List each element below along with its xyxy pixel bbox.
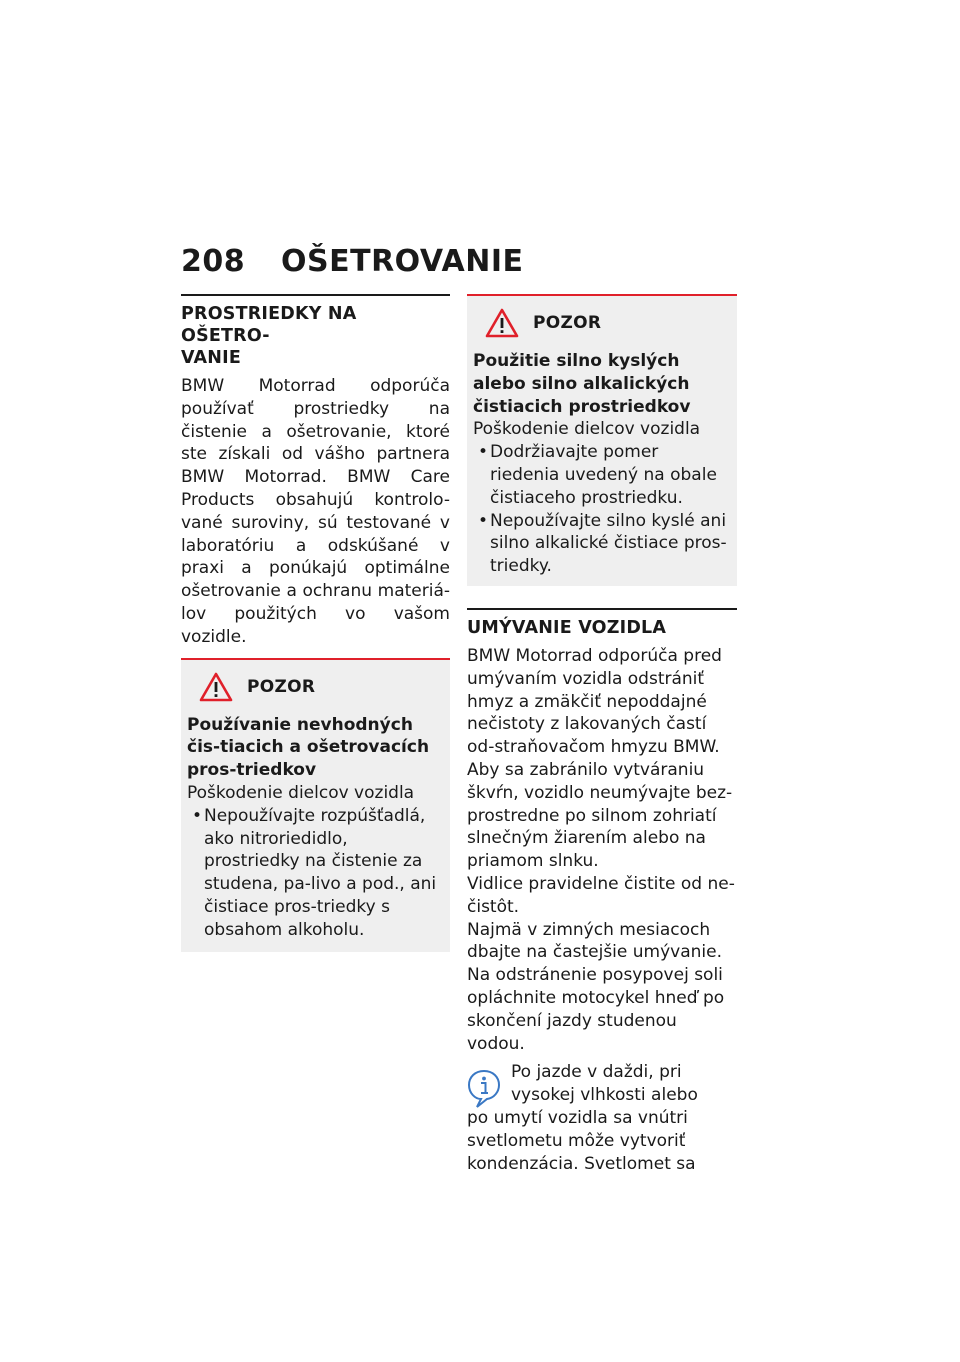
caution-title: Používanie nevhodných čis-tiacich a ošetrovacích pros-triedkov	[187, 714, 430, 781]
page-header	[181, 244, 741, 279]
caution-bullet: • Nepoužívajte silno kyslé ani silno alkalické čistiace pros-triedky.	[473, 510, 731, 578]
page-number: 208	[181, 244, 246, 279]
caution-note-box	[467, 296, 737, 586]
washing-paragraph: Aby sa zabránilo vytváraniu škvŕn, vozidlo neumývajte bez-prostredne po silnom zohriatí slnečným žiarením alebo na priamom slnku.	[467, 759, 733, 872]
washing-paragraph: BMW Motorrad odporúča pred umývaním vozidla odstrániť hmyz a zmäkčiť nepoddajné nečistoty z lakovaných častí od-straňovačom hmyzu BMW.	[467, 645, 722, 758]
caution-consequence: Poškodenie dielcov vozidla	[187, 782, 415, 803]
section-rule	[181, 294, 450, 296]
caution-title: Použitie silno kyslých alebo silno alkalických čistiacich prostriedkov	[473, 351, 691, 417]
washing-paragraph: Na odstránenie posypovej soli opláchnite motocykel hneď po skončení jazdy studenou vodou.	[467, 965, 725, 1054]
info-text-line: kondenzácia. Svetlomet sa	[467, 1153, 696, 1174]
left-column	[181, 294, 450, 952]
caution-bullet: • Dodržiavajte pomer riedenia uvedený na obale čistiaceho prostriedku.	[473, 441, 731, 509]
washing-paragraph: Najmä v zimných mesiacoch dbajte na častejšie umývanie.	[467, 919, 722, 963]
caution-note-box	[181, 660, 450, 952]
right-column	[467, 294, 737, 1175]
section-title-care-products: PROSTRIEDKY NA OŠETRO- VANIE	[181, 304, 357, 368]
caution-bullet-list	[473, 441, 731, 578]
caution-label: POZOR	[533, 313, 602, 333]
info-note	[467, 1061, 737, 1175]
info-text-line: Po jazde v daždi, pri	[511, 1062, 682, 1083]
washing-paragraph: Vidlice pravidelne čistite od ne-čistôt.	[467, 873, 735, 917]
caution-note-header	[191, 672, 444, 702]
caution-note-header	[477, 308, 731, 338]
warning-triangle-icon	[485, 308, 519, 338]
section-rule	[467, 608, 737, 610]
caution-bullet: • Nepoužívajte rozpúšťadlá, ako nitroriedidlo, prostriedky na čistenie za studena, pa-livo a pod., ani čistiace pros-triedky s obsahom alkoholu.	[187, 805, 444, 942]
info-text-line: vysokej vlhkosti alebo	[511, 1085, 698, 1106]
info-text-line: svetlometu môže vytvoriť	[467, 1130, 686, 1151]
info-icon	[467, 1069, 501, 1109]
chapter-title: OŠETROVANIE	[281, 244, 524, 279]
caution-bullet-list	[187, 805, 444, 942]
care-products-intro: BMW Motorrad odporúča používať prostriedky na čistenie a ošetrovanie, ktoré ste získali od vášho partnera BMW Motorrad. BMW Care Products obsahujú kontrolo-vané suroviny, sú testované v laboratóriu a odskúšané v praxi a ponúkajú optimálne ošetrovanie a ochranu materiá-lov použitých vo vašom vozidle.	[181, 376, 450, 647]
caution-label: POZOR	[247, 676, 316, 697]
warning-triangle-icon	[199, 672, 233, 702]
caution-consequence: Poškodenie dielcov vozidla	[473, 419, 701, 440]
info-text-line: po umytí vozidla sa vnútri	[467, 1107, 688, 1128]
section-title-washing: UMÝVANIE VOZIDLA	[467, 617, 667, 638]
